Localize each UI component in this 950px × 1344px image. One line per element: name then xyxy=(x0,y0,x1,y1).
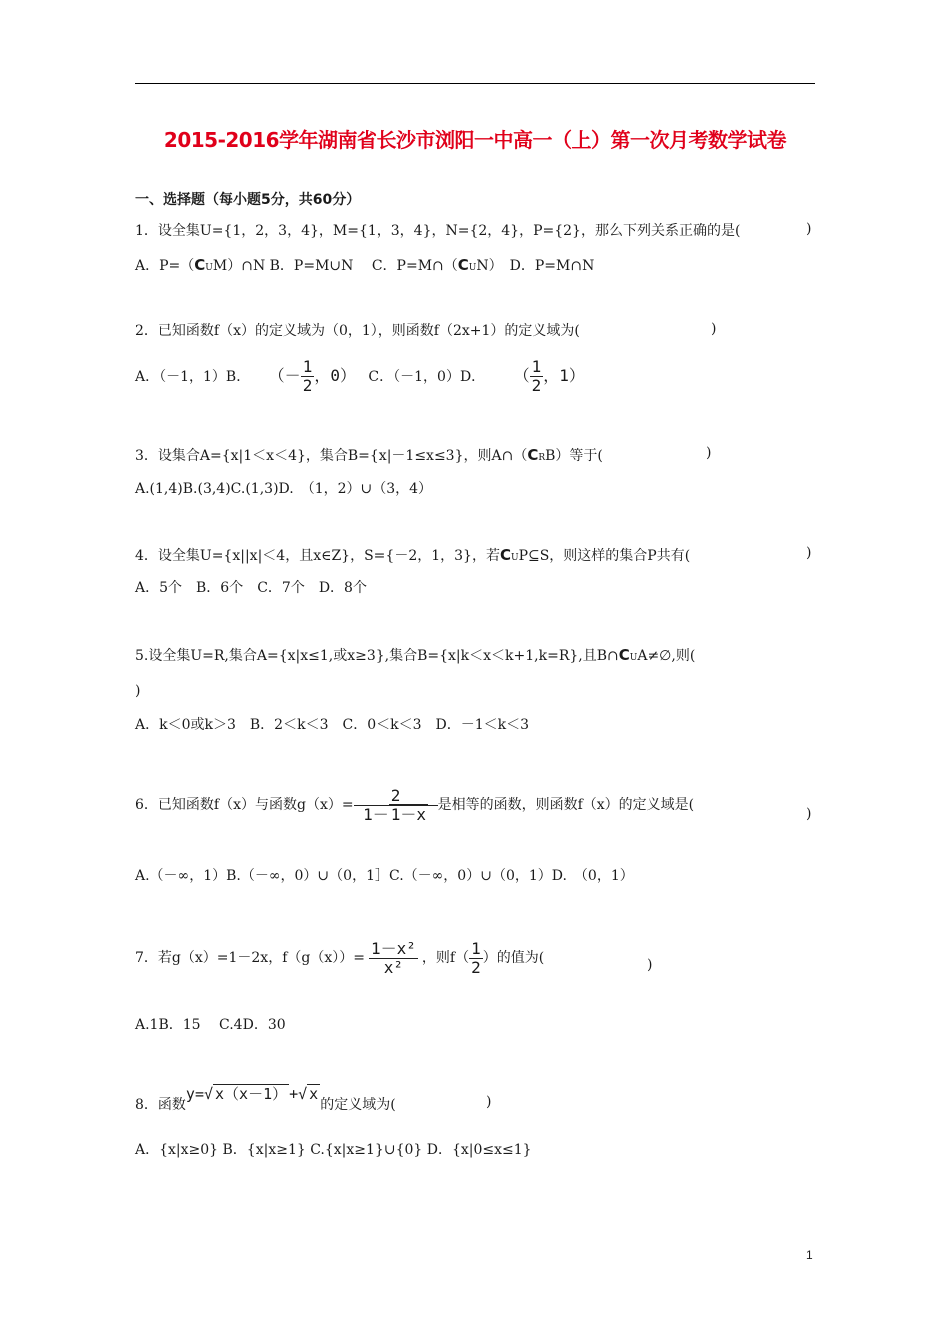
complement-symbol: C xyxy=(618,646,630,664)
square-root: x xyxy=(309,1085,319,1103)
question-1-options: A．P=（CUM）∩N B．P=M∪N C．P=M∩（CUN） D．P=M∩N xyxy=(135,256,595,274)
argument-fraction: $\frac{1}{2}$ xyxy=(471,938,481,977)
page-number: 1 xyxy=(806,1248,813,1262)
section-heading: 一、选择题（每小题5分，共60分） xyxy=(135,192,361,208)
question-4-options: A．5个 B．6个 C．7个 D．8个 xyxy=(135,580,367,596)
document-title: 2015-2016学年湖南省长沙市浏阳一中高一（上）第一次月考数学试卷 xyxy=(163,128,787,152)
question-5-stem: 5.设全集U=R,集合A={x|x≤1,或x≥3},集合B={x|k＜x＜k+1,k=R},且B∩CUA≠∅,则( xyxy=(135,646,696,664)
square-root: 1－x xyxy=(390,804,427,824)
question-1-answer-paren: ) xyxy=(806,221,812,237)
fraction: $\frac{1}{2}$ xyxy=(531,357,542,395)
question-1-stem: 1．设全集U={1，2，3，4}，M={1，3，4}，N={2，4}，P={2}，那么下列关系正确的是( xyxy=(135,223,741,239)
option-b-interval: （－ $\frac{1}{2}$ ，0） xyxy=(268,357,356,395)
question-2-stem: 2．已知函数f（x）的定义域为（0，1），则函数f（2x+1）的定义域为( xyxy=(135,323,580,339)
question-4-stem: 4．设全集U={x||x|＜4，且x∈Z}，S={－2，1，3}，若CUP⊆S，则这样的集合P共有( xyxy=(135,546,691,564)
question-3-answer-paren: ) xyxy=(706,445,712,461)
complement-symbol: C xyxy=(194,256,206,274)
question-6-options: A.（－∞，1）B.（－∞，0）∪（0，1］C.（－∞，0）∪（0，1）D. （0，1） xyxy=(135,868,634,884)
complement-symbol: C xyxy=(457,256,469,274)
complement-symbol: C xyxy=(499,546,511,564)
g-function-fraction: $\frac{2}{1- 1-x}$ xyxy=(354,787,438,824)
question-5-options: A．k＜0或k＞3 B．2＜k＜3 C．0＜k＜3 D．－1＜k＜3 xyxy=(135,717,530,733)
question-4-answer-paren: ) xyxy=(806,545,812,561)
header-rule xyxy=(135,83,815,84)
function-expression: y=√ x（x－1） +√ x xyxy=(185,1085,319,1103)
question-8-options: A．{x|x≥0} B．{x|x≥1} C.{x|x≥1}∪{0} D．{x|0≤x≤1} xyxy=(135,1142,532,1158)
question-6-answer-paren: ) xyxy=(806,806,812,822)
question-5-answer-paren: ) xyxy=(135,683,141,699)
question-3-options: A.(1,4)B.(3,4)C.(1,3)D. （1，2）∪（3，4） xyxy=(135,481,433,497)
square-root: x（x－1） xyxy=(215,1085,288,1103)
option-d-interval: （ $\frac{1}{2}$ ，1） xyxy=(513,357,585,395)
composite-function-fraction: $\frac{\text{1－x²}}{\text{x²}}$ xyxy=(370,938,416,977)
question-7-options: A.1B．15 C.4D．30 xyxy=(135,1017,286,1033)
question-8-answer-paren: ) xyxy=(486,1094,492,1110)
fraction: $\frac{1}{2}$ xyxy=(302,357,313,395)
question-7-stem: 7．若g（x）=1－2x，f（g（x））= $\frac{\text{1－x²}}{\text{x²}}$ ，则f（ $\frac{1}{2}$ ）的值为( xyxy=(135,938,545,977)
question-3-stem: 3．设集合A={x|1＜x＜4}，集合B={x|－1≤x≤3}，则A∩（CRB）等于( xyxy=(135,446,603,464)
question-7-answer-paren: ) xyxy=(647,957,653,973)
question-8-stem: 8．函数y=√ x（x－1） +√ x的定义域为( xyxy=(135,1085,396,1113)
question-2-options: A．（－1，1）B． （－ $\frac{1}{2}$ ，0） C．（－1，0）D． （ $\frac{1}{2}$ ，1） xyxy=(135,357,585,395)
question-6-stem: 6．已知函数f（x）与函数g（x）= $\frac{2}{1- 1-x}$ 是相等的函数，则函数f（x）的定义域是( xyxy=(135,785,695,824)
question-2-answer-paren: ) xyxy=(711,321,717,337)
complement-symbol: C xyxy=(527,446,539,464)
